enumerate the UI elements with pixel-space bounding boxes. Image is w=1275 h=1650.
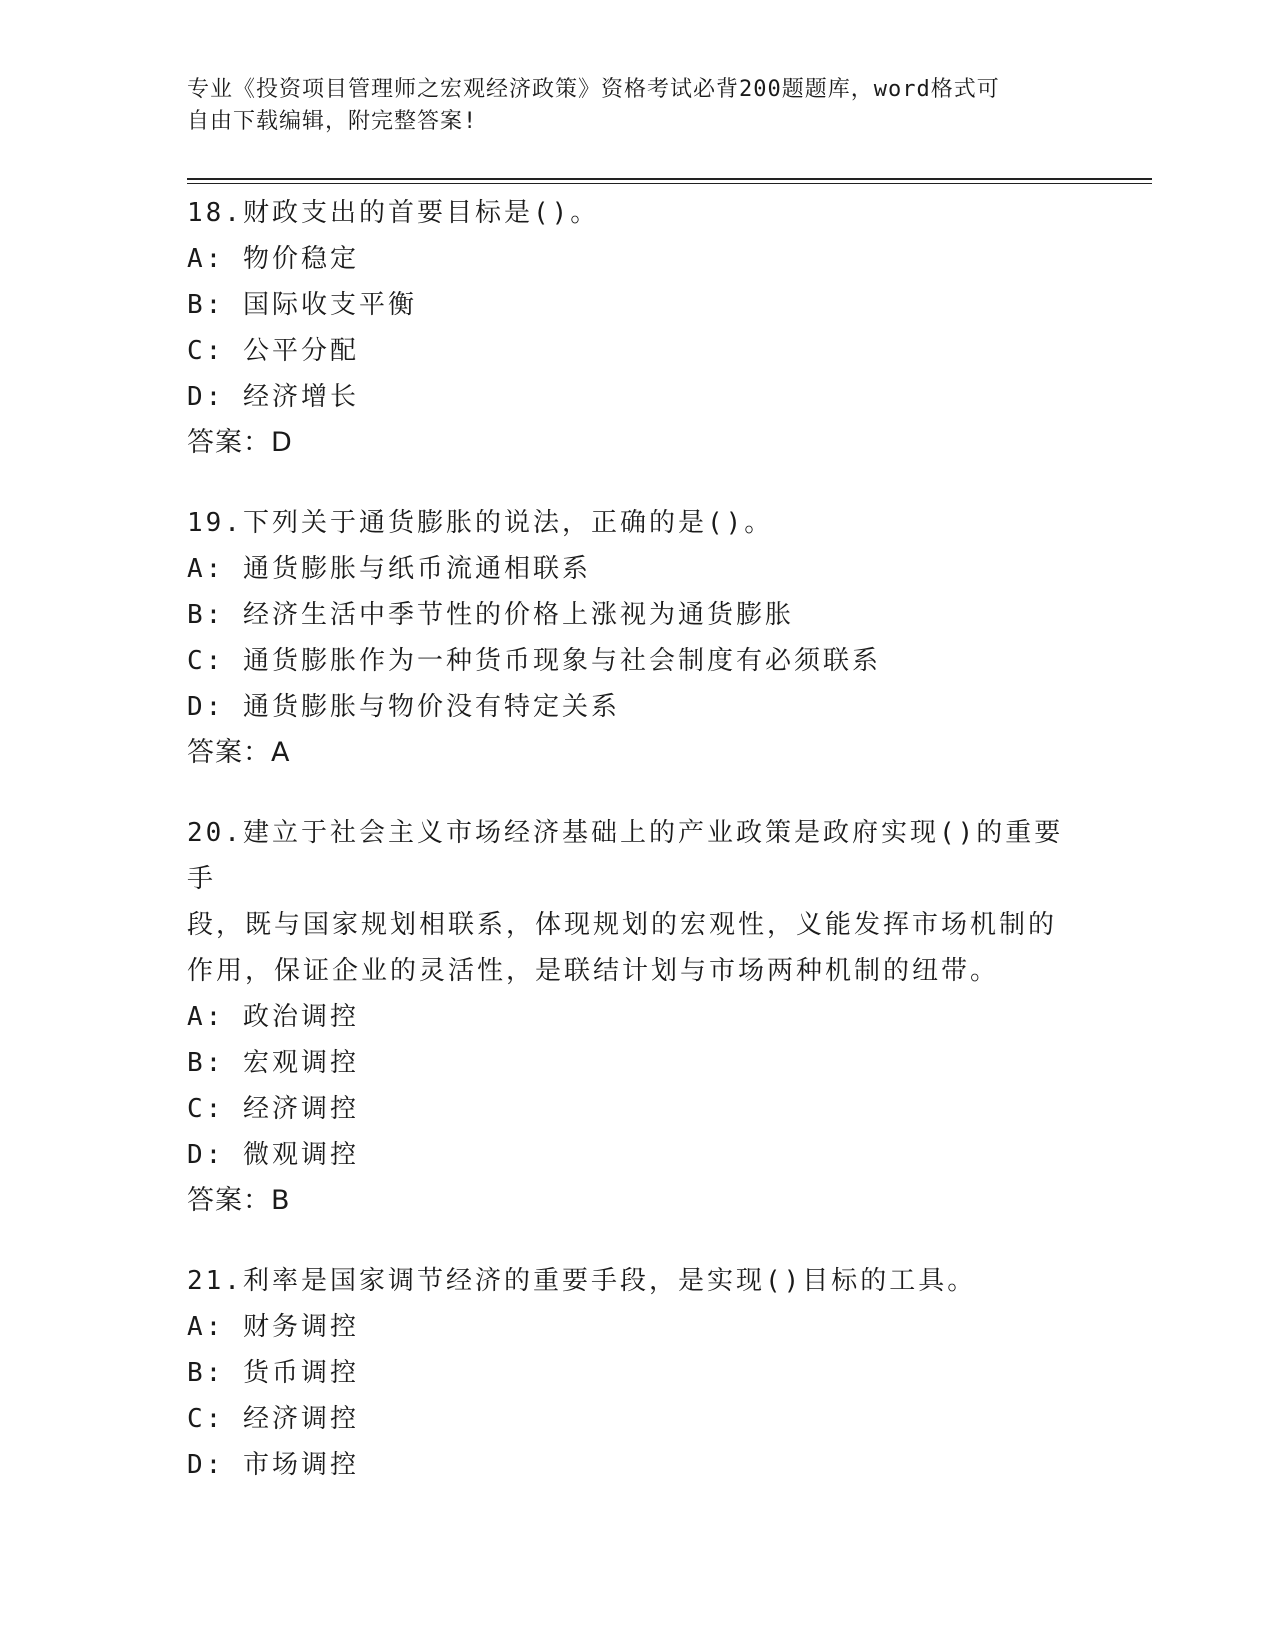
option-b: B: 国际收支平衡 [187,290,417,320]
option-d: D: 经济增长 [187,382,359,412]
question-19 [187,500,1087,776]
option-a: A: 通货膨胀与纸币流通相联系 [187,554,591,584]
option-a: A: 政治调控 [187,1002,359,1032]
option-d: D: 市场调控 [187,1450,359,1480]
option-c: C: 公平分配 [187,336,359,366]
option-c: C: 经济调控 [187,1404,359,1434]
question-list [187,190,1087,1522]
option-a: A: 物价稳定 [187,244,359,274]
answer-line: 答案：D [187,427,293,458]
question-21 [187,1258,1087,1488]
option-d: D: 微观调控 [187,1140,359,1170]
header-divider-thin [187,183,1152,184]
question-stem-line-1: 20.建立于社会主义市场经济基础上的产业政策是政府实现()的重要手 [187,818,1064,894]
question-stem-line-2: 段，既与国家规划相联系，体现规划的宏观性，义能发挥市场机制的 [187,910,1058,940]
question-18 [187,190,1087,466]
header-line-2: 自由下载编辑，附完整答案! [187,109,478,134]
header-line-1: 专业《投资项目管理师之宏观经济政策》资格考试必背200题题库，word格式可 [187,77,1000,102]
answer-line: 答案：A [187,737,291,768]
question-stem: 21.利率是国家调节经济的重要手段，是实现()目标的工具。 [187,1266,977,1296]
option-d: D: 通货膨胀与物价没有特定关系 [187,692,620,722]
option-b: B: 货币调控 [187,1358,359,1388]
document-header [187,74,1067,138]
header-divider-thick [187,178,1152,180]
answer-line: 答案：B [187,1185,291,1216]
option-b: B: 经济生活中季节性的价格上涨视为通货膨胀 [187,600,794,630]
option-c: C: 通货膨胀作为一种货币现象与社会制度有必须联系 [187,646,881,676]
question-stem: 19.下列关于通货膨胀的说法，正确的是()。 [187,508,774,538]
question-stem: 18.财政支出的首要目标是()。 [187,198,600,228]
option-c: C: 经济调控 [187,1094,359,1124]
question-stem-line-3: 作用，保证企业的灵活性，是联结计划与市场两种机制的纽带。 [187,956,1000,986]
option-a: A: 财务调控 [187,1312,359,1342]
question-20 [187,810,1087,1224]
option-b: B: 宏观调控 [187,1048,359,1078]
